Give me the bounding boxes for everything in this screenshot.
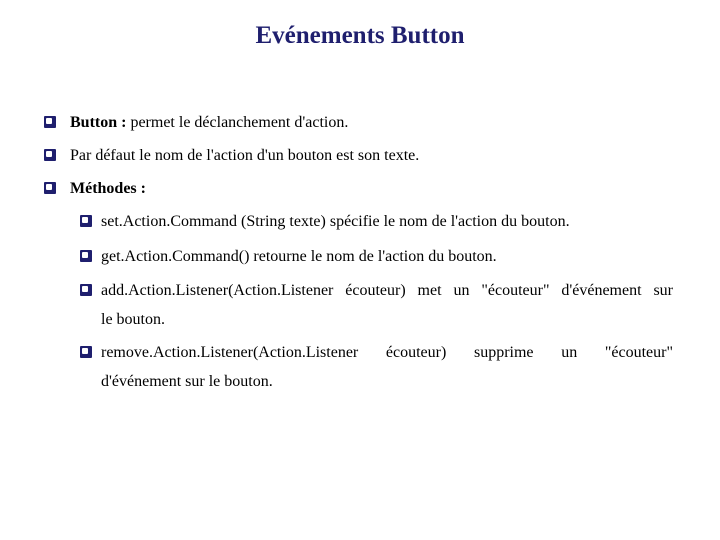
sub-bullet-text: set.Action.Command (String texte) spécifie le nom de l'action du bouton. (101, 213, 570, 230)
slide-title: Evénements Button (255, 22, 465, 49)
sub-bullet-text: get.Action.Command() retourne le nom de l'action du bouton. (101, 248, 497, 265)
square-bullet-icon (44, 149, 56, 161)
bullet-text: Par défaut le nom de l'action d'un bouton est son texte. (70, 147, 420, 164)
square-bullet-icon (80, 284, 92, 296)
sub-bullet-text-line1: remove.Action.Listener(Action.Listener écouteur) supprime un "écouteur" (101, 344, 673, 361)
square-bullet-icon (80, 215, 92, 227)
bullet-button (44, 114, 348, 132)
bullet-bold: Méthodes : (70, 180, 146, 197)
bullet-methodes (44, 180, 146, 198)
sub-bullet-add-action-listener (80, 282, 101, 300)
bullet-bold: Button : (70, 114, 127, 131)
sub-bullet-text-line2: d'événement sur le bouton. (101, 373, 273, 390)
bullet-default-name (44, 147, 419, 165)
sub-bullet-remove-action-listener (80, 344, 101, 362)
square-bullet-icon (80, 346, 92, 358)
bullet-text: permet le déclanchement d'action. (126, 114, 349, 131)
sub-bullet-text-line1: add.Action.Listener(Action.Listener écouteur) met un "écouteur" d'événement sur (101, 282, 673, 299)
sub-bullet-set-action-command (80, 213, 570, 231)
sub-bullet-text-line2: le bouton. (101, 311, 165, 328)
square-bullet-icon (44, 116, 56, 128)
square-bullet-icon (44, 182, 56, 194)
square-bullet-icon (80, 250, 92, 262)
sub-bullet-get-action-command (80, 248, 497, 266)
